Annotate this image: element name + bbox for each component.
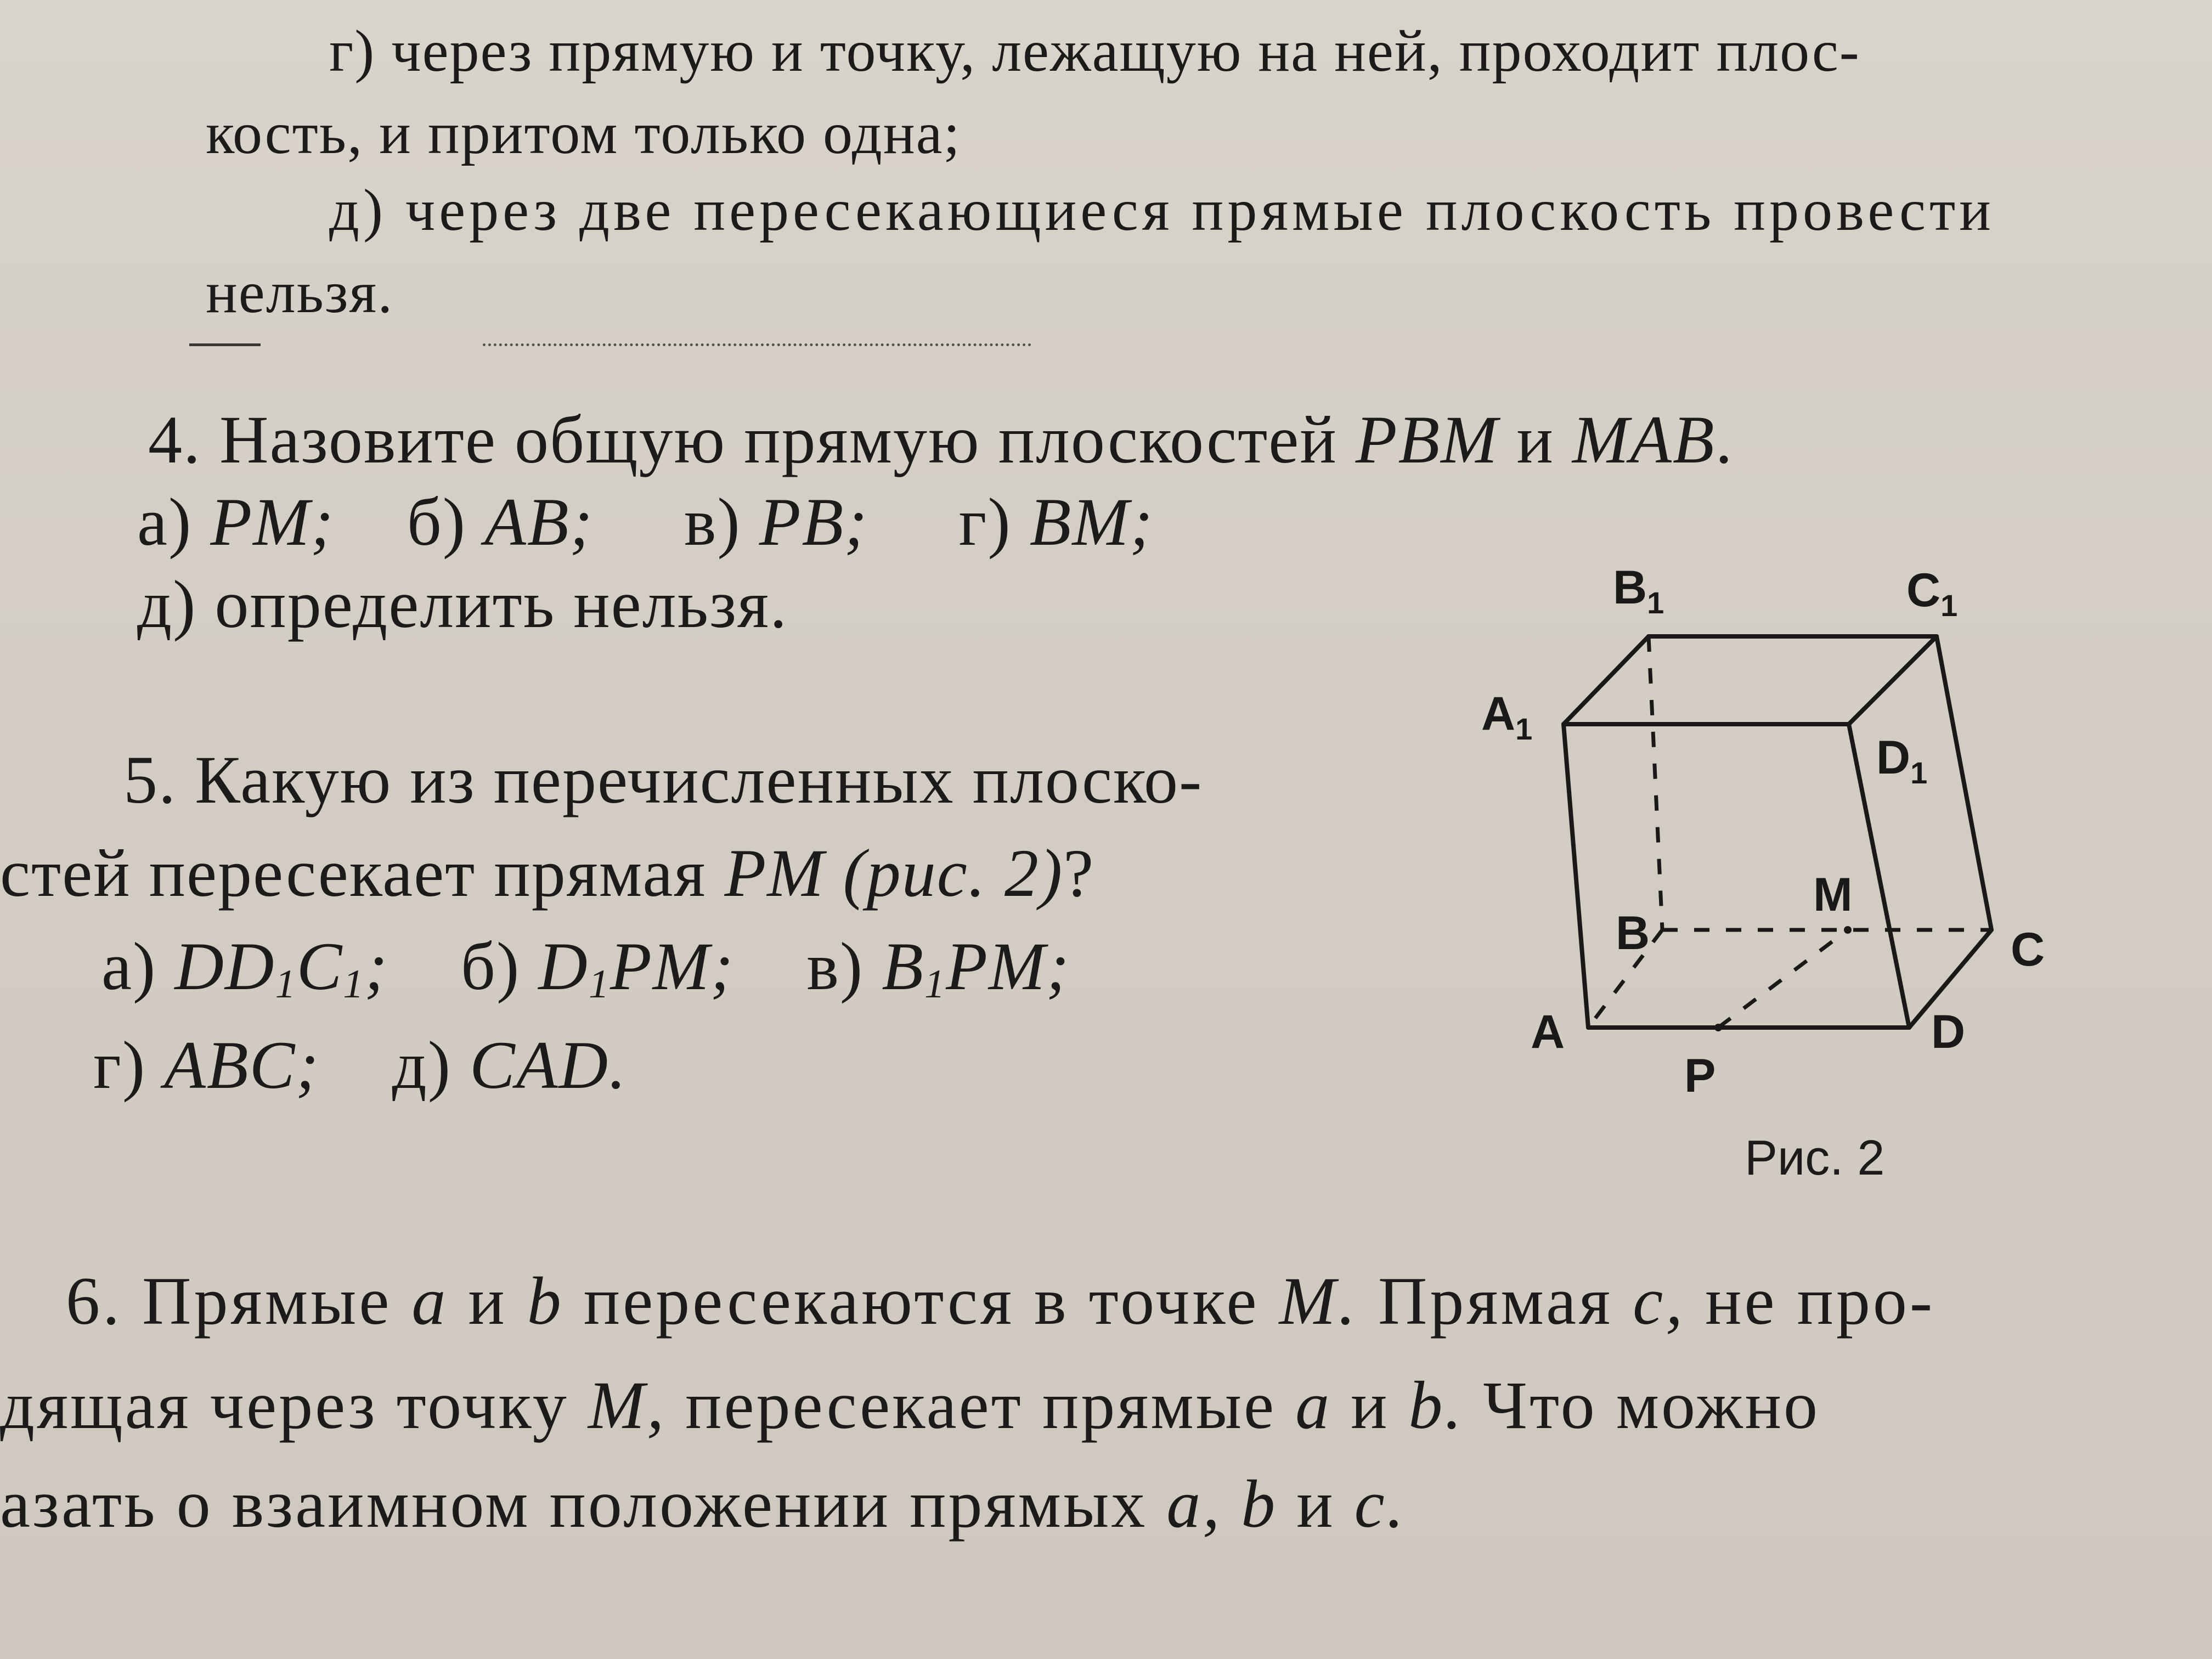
figure-caption: Рис. 2 — [1745, 1131, 1885, 1186]
q5-opt-v-part2: PM; — [946, 929, 1070, 1004]
q5-opt-a-label: а) — [101, 929, 157, 1004]
q5-opt-d-label: д) — [392, 1028, 452, 1103]
q4-end: . — [1715, 402, 1734, 477]
q5-opt-b-sub: 1 — [588, 961, 611, 1007]
q5-opt-a-sub1: 1 — [275, 961, 297, 1007]
q4-opt-a: PM; — [210, 484, 335, 560]
label-a: A — [1531, 1006, 1565, 1058]
label-m: M — [1813, 868, 1853, 921]
q3-option-d-line2: нельзя. — [206, 260, 394, 325]
q6-l2-d: Что можно — [1483, 1368, 1820, 1443]
q5-opt-v-sub: 1 — [924, 961, 946, 1007]
q5-line1: 5. Какую из перечисленных плоско- — [123, 742, 1203, 817]
edge-c1-c — [1937, 636, 1991, 930]
q3-option-g-line2: кость, и притом только одна; — [206, 101, 961, 166]
q5-opt-b-part2: PM; — [610, 929, 735, 1004]
q6-l1-a: 6. Прямые — [66, 1263, 392, 1339]
q5-options-row1 — [101, 929, 1070, 1007]
q4-opt-a-label: а) — [137, 484, 193, 560]
q5-opt-a-part1: DD — [174, 929, 275, 1004]
q4-opt-b: AB; — [484, 484, 594, 560]
q5-opt-v-part1: B — [882, 929, 924, 1004]
q5-opt-b-label: б) — [460, 929, 521, 1004]
q6-l2-c: и — [1351, 1368, 1390, 1443]
q6-l3-var-a: a, — [1166, 1466, 1222, 1542]
edge-a1-b1 — [1564, 636, 1649, 724]
q6-line2 — [0, 1368, 1820, 1443]
q5-opt-g: ABC; — [164, 1028, 320, 1103]
q5-options-row2 — [93, 1028, 628, 1103]
q6-l2-a: дящая через точку — [0, 1368, 569, 1443]
hidden-edge-b1-b — [1649, 636, 1662, 930]
q4-opt-g-label: г) — [958, 484, 1012, 560]
figure-box — [1481, 565, 2085, 1119]
label-c1: $C_1$ — [1906, 565, 1958, 623]
label-d: D — [1931, 1006, 1966, 1058]
q5-line2-text: стей пересекает прямая — [0, 836, 707, 911]
label-c: C — [2011, 923, 2045, 976]
separator-short — [189, 343, 261, 346]
q6-line3 — [0, 1466, 1406, 1542]
q6-l1-var-c: c, — [1633, 1263, 1686, 1339]
q6-l1-var-b: b — [527, 1263, 564, 1339]
q3-option-g-line1: г) через прямую и точку, лежащую на ней, проходит плос- — [329, 19, 1860, 84]
point-p — [1714, 1024, 1722, 1031]
label-p: P — [1684, 1049, 1716, 1102]
label-a1: $A_1$ — [1481, 687, 1533, 746]
q6-l2-b: пересекает прямые — [685, 1368, 1277, 1443]
q6-l1-var-a: a — [411, 1263, 449, 1339]
q4-text: Назовите общую прямую плоскостей — [219, 402, 1338, 477]
q5-opt-b-part1: D — [538, 929, 589, 1004]
q5-opt-a-part2: C — [296, 929, 343, 1004]
q4-opt-g: BM; — [1029, 484, 1154, 560]
q6-l3-b: и — [1296, 1466, 1335, 1542]
q6-l2-var-a: a — [1295, 1368, 1332, 1443]
q4-opt-v: PB; — [759, 484, 868, 560]
q5-opt-a — [174, 929, 388, 1007]
q4-opt-v-label: в) — [684, 484, 741, 560]
q4-conj: и — [1516, 402, 1554, 477]
q6-l1-d: Прямая — [1378, 1263, 1613, 1339]
q6-l1-e: не про- — [1705, 1263, 1936, 1339]
q4-option-d: д) определить нельзя. — [137, 567, 788, 642]
q5-opt-d: CAD. — [470, 1028, 628, 1103]
q5-opt-a-end: ; — [364, 929, 388, 1004]
q4-plane1: PBM — [1355, 402, 1499, 477]
q4-options — [137, 484, 1154, 560]
q5-opt-v-label: в) — [806, 929, 864, 1004]
hidden-line-p-m — [1718, 930, 1848, 1028]
q6-l3-var-b: b — [1241, 1466, 1278, 1542]
q6-l3-var-c: c. — [1354, 1466, 1406, 1542]
separator-dotted — [483, 343, 1031, 346]
point-m — [1844, 926, 1852, 934]
edge-c1-d1 — [1849, 636, 1937, 724]
label-b1: $B_1$ — [1613, 565, 1664, 620]
q5-opt-v — [882, 929, 1070, 1007]
q5-opt-b — [538, 929, 735, 1007]
edge-a-a1 — [1564, 724, 1588, 1028]
q4-plane2: MAB — [1572, 402, 1716, 477]
q6-l1-c: пересекаются в точке — [583, 1263, 1260, 1339]
label-d1: $D_1$ — [1876, 731, 1928, 790]
q6-l1-b: и — [468, 1263, 507, 1339]
q5-opt-g-label: г) — [93, 1028, 146, 1103]
q5-line2 — [0, 836, 1095, 911]
q5-line2-math: PM (рис. 2) — [724, 836, 1064, 911]
q5-opt-a-sub2: 1 — [343, 961, 365, 1007]
q6-l3-a: азать о взаимном положении прямых — [0, 1466, 1148, 1542]
q6-line1 — [66, 1263, 1936, 1339]
label-b: B — [1616, 907, 1650, 960]
q5-line2-end: ? — [1063, 836, 1095, 911]
q6-l1-var-m: M. — [1279, 1263, 1358, 1339]
q4-question — [148, 402, 1734, 477]
q6-l2-var-b: b. — [1408, 1368, 1464, 1443]
q4-number: 4. — [148, 402, 201, 477]
q3-option-d-line1: д) через две пересекающиеся прямые плоскость провести — [329, 178, 1995, 243]
q6-l2-var-m: M, — [588, 1368, 667, 1443]
q4-opt-b-label: б) — [407, 484, 467, 560]
